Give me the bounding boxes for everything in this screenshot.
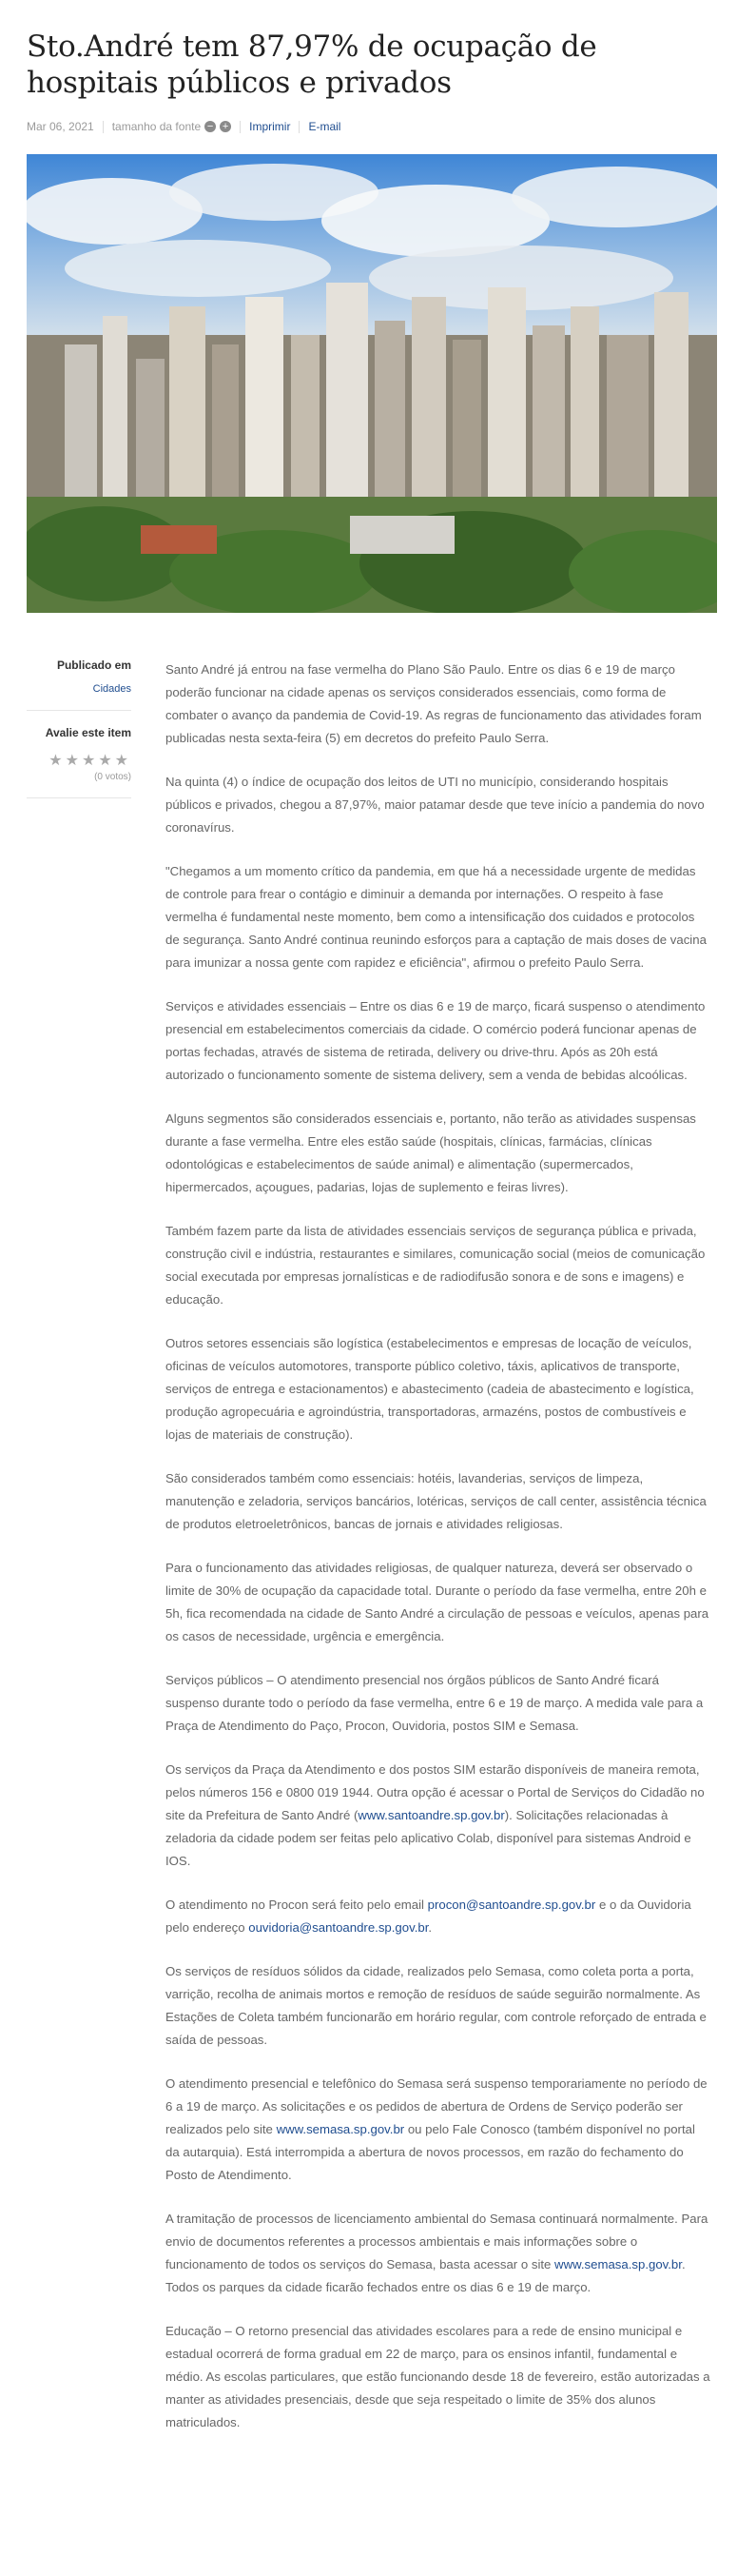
paragraph: Os serviços de resíduos sólidos da cidade, realizados pelo Semasa, como coleta porta a porta, varrição, recolha de animais mortos e remoção de resíduos de saúde seguirão normalmente. As Estações de Coleta também funcionarão em horário regular, com controle reforçado de entrada e saída de pessoas.: [165, 1964, 707, 2047]
paragraph: "Chegamos a um momento crítico da pandemia, em que há a necessidade urgente de medidas de controle para frear o contágio e diminuir a demanda por internações. O respeito à fase vermelha é fundamental neste momento, bem como a intensificação dos cuidados e protocolos de segurança. Santo André continua reunindo esforços para a captação de mais doses de vacina para imunizar a nossa gente com rapidez e eficiência", afirmou o prefeito Paulo Serra.: [165, 864, 707, 970]
santoandre-site-link[interactable]: www.santoandre.sp.gov.br: [358, 1808, 505, 1822]
page-title: Sto.André tem 87,97% de ocupação de hospitais públicos e privados: [27, 29, 597, 100]
text: e o da Ouvidoria pelo endereço: [165, 1898, 691, 1935]
paragraph: São considerados também como essenciais: hotéis, lavanderias, serviços de limpeza, manutenção e zeladoria, serviços bancários, lotéricas, serviços de call center, assistência técnica de produtos eletroeletrônicos, bancas de jornais e atividades religiosas.: [165, 1471, 707, 1531]
text: O atendimento no Procon será feito pelo email: [165, 1898, 428, 1912]
semasa-site-link[interactable]: www.semasa.sp.gov.br: [554, 2257, 682, 2271]
text: A tramitação de processos de licenciamento ambiental do Semasa continuará normalmente. Para envio de documentos referentes a processos ambientais e mais informações sobre o funcionamento de todos os serviços do Semasa, basta acessar o site: [165, 2212, 708, 2271]
divider: [299, 121, 300, 133]
font-size-label: tamanho da fonte: [111, 120, 202, 133]
paragraph: Educação – O retorno presencial das atividades escolares para a rede de ensino municipal e estadual ocorrerá de forma gradual em 22 de março, para os ensinos infantil, fundamental e médio. As escolas particulares, que estão funcionando desde 18 de fevereiro, estão autorizadas a manter as atividades presenciais, desde que seja respeitado o limite de 35% dos alunos matriculados.: [165, 2324, 710, 2429]
text: Os serviços da Praça da Atendimento e dos postos SIM estarão disponíveis de maneira remota, pelos números 156 e 0800 019 1944. Outra opção é acessar o Portal de Serviços do Cidadão no site da Prefeitura de Santo André (: [165, 1762, 705, 1822]
paragraph: [165, 1759, 710, 1873]
font-decrease-button[interactable]: −: [204, 121, 216, 132]
votes-count: (0 votos): [94, 772, 131, 782]
procon-email-link[interactable]: procon@santoandre.sp.gov.br: [427, 1898, 596, 1912]
semasa-site-link[interactable]: www.semasa.sp.gov.br: [276, 2122, 405, 2136]
paragraph: [165, 2073, 710, 2187]
article-sidebar: [27, 659, 165, 2455]
rate-label: Avalie este item: [45, 726, 131, 739]
paragraph: [165, 1894, 710, 1939]
print-link[interactable]: Imprimir: [249, 120, 291, 133]
font-increase-button[interactable]: +: [220, 121, 231, 132]
city-skyline-image: [27, 154, 717, 613]
category-link[interactable]: Cidades: [92, 683, 131, 695]
paragraph: Santo André já entrou na fase vermelha do Plano São Paulo. Entre os dias 6 e 19 de março poderão funcionar na cidade apenas os serviços considerados essenciais, como forma de combater o avanço da pandemia de Covid-19. As regras de funcionamento das atividades foram publicadas nesta sexta-feira (5) em decretos do prefeito Paulo Serra.: [165, 662, 702, 745]
article-body: [165, 659, 710, 2455]
rating-stars[interactable]: ★★★★★: [48, 753, 131, 769]
paragraph: Serviços públicos – O atendimento presencial nos órgãos públicos de Santo André ficará suspenso durante todo o período da fase vermelha, entre 6 e 19 de março. A medida vale para a Praça de Atendimento do Paço, Procon, Ouvidoria, postos SIM e Semasa.: [165, 1673, 704, 1733]
article-date: Mar 06, 2021: [27, 120, 94, 133]
text: .: [428, 1920, 433, 1935]
paragraph: Alguns segmentos são considerados essenciais e, portanto, não terão as atividades suspensas durante a fase vermelha. Entre eles estão saúde (hospitais, clínicas, farmácias, clínicas odontológicas e estabelecimentos de saúde animal) e alimentação (supermercados, hipermercados, açougues, padarias, lojas de suplemento e feiras livres).: [165, 1111, 696, 1194]
paragraph: Para o funcionamento das atividades religiosas, de qualquer natureza, deverá ser observado o limite de 30% de ocupação da capacidade total. Durante o período da fase vermelha, entre 20h e 5h, fica recomendada na cidade de Santo André a circulação de pessoas e veículos, apenas para os casos de necessidade, urgência e emergência.: [165, 1561, 709, 1643]
published-in-label: Publicado em: [56, 659, 131, 672]
text: O atendimento presencial e telefônico do Semasa será suspenso temporariamente no período de 6 a 19 de março. As solicitações e os pedidos de abertura de Ordens de Serviço poderão ser realizados pelo site: [165, 2076, 708, 2136]
article-image: [27, 154, 717, 613]
paragraph: Outros setores essenciais são logística (estabelecimentos e empresas de locação de veículos, oficinas de veículos automotores, transporte público coletivo, táxis, aplicativos de transporte, serviços de entrega e estacionamentos) e abastecimento (cadeia de abastecimento e logística, produção agropecuária e agroindústria, transportadoras, armazéns, postos de combustíveis e lojas de materiais de construção).: [165, 1336, 694, 1442]
paragraph: Serviços e atividades essenciais – Entre os dias 6 e 19 de março, ficará suspenso o atendimento presencial em estabelecimentos comerciais da cidade. O comércio poderá funcionar apenas de portas fechadas, através de sistema de retirada, delivery ou drive-thru. Após as 20h está autorizado o funcionamento somente de sistema delivery, sem a venda de bebidas alcoólicas.: [165, 999, 706, 1082]
text: ). Solicitações relacionadas à zeladoria da cidade podem ser feitas pelo aplicativo Colab, disponível para sistemas Android e IOS.: [165, 1808, 691, 1868]
paragraph: Na quinta (4) o índice de ocupação dos leitos de UTI no município, considerando hospitais públicos e privados, chegou a 87,97%, maior patamar desde que teve início a pandemia do novo coronavírus.: [165, 775, 705, 835]
text: . Todos os parques da cidade ficarão fechados entre os dias 6 e 19 de março.: [165, 2257, 686, 2294]
article-meta: [27, 120, 710, 133]
text: ou pelo Fale Conosco (também disponível no portal da autarquia). Está interrompida a abertura de novos processos, em razão do fechamento do Posto de Atendimento.: [165, 2122, 695, 2182]
divider: [240, 121, 241, 133]
ouvidoria-email-link[interactable]: ouvidoria@santoandre.sp.gov.br: [248, 1920, 429, 1935]
email-link[interactable]: E-mail: [308, 120, 341, 133]
paragraph: [165, 2208, 710, 2299]
divider: [103, 121, 104, 133]
paragraph: Também fazem parte da lista de atividades essenciais serviços de segurança pública e privada, construção civil e indústria, restaurantes e similares, comunicação social (meios de comunicação social executada por empresas jornalísticas e de radiodifusão sonora e de sons e imagens) e educação.: [165, 1224, 706, 1307]
